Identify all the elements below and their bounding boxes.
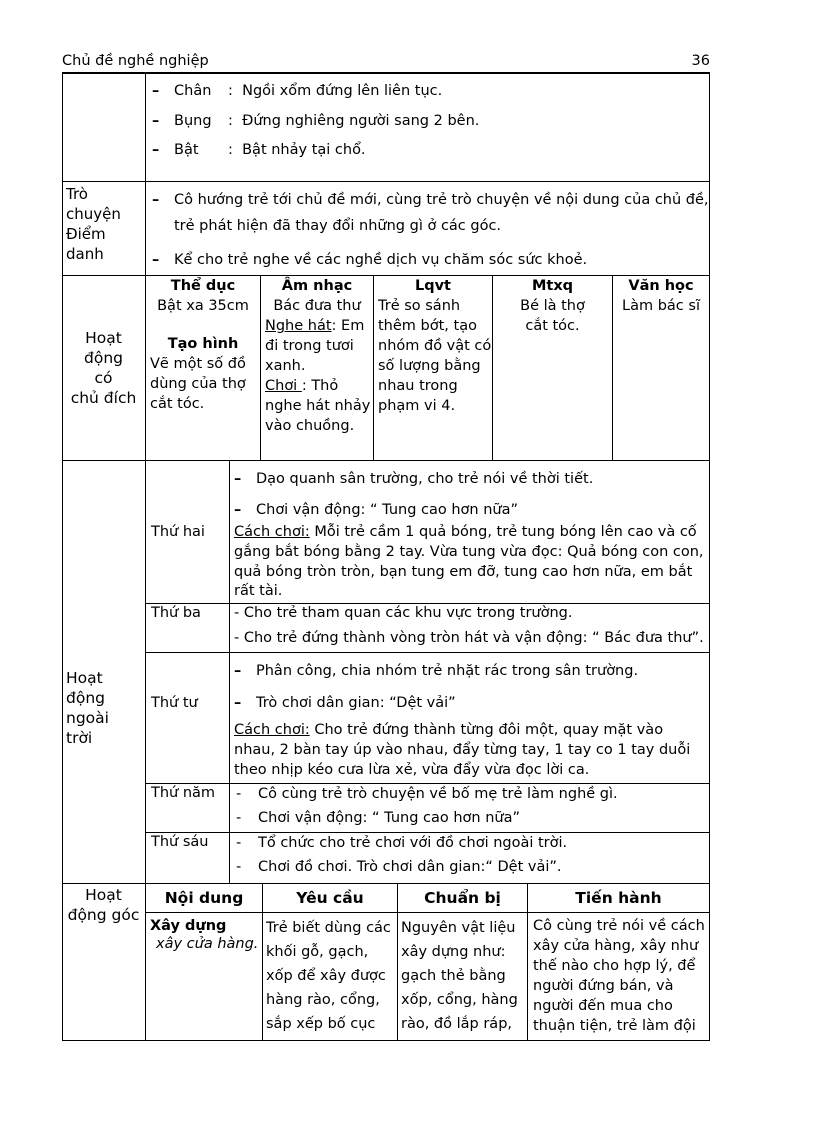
document-title: Chủ đề nghề nghiệp bbox=[62, 53, 209, 69]
ngoai-troi-label: Hoạt động ngoài trời bbox=[66, 669, 109, 747]
list-item: – Phân công, chia nhóm trẻ nhặt rác trong sân trường. bbox=[234, 663, 639, 679]
list-item: - Chơi đồ chơi. Trò chơi dân gian:“ Dệt vải”. bbox=[236, 859, 562, 875]
day-label: Thứ hai bbox=[151, 524, 205, 540]
lqvt-cell: Lqvt Trẻ so sánh thêm bớt, tạo nhóm đồ vật có số lượng bằng nhau trong phạm vi 4. bbox=[378, 278, 492, 414]
column-header: Yêu cầu bbox=[296, 889, 364, 907]
day-label: Thứ năm bbox=[151, 785, 216, 801]
the-duc-cell: Thể dục Bật xa 35cm Tạo hình Vẽ một số đồ dùng của thợ cắt tóc. bbox=[150, 278, 249, 412]
day-label: Thứ tư bbox=[151, 695, 198, 711]
list-item: – Bật : Bật nhảy tại chổ. bbox=[152, 142, 366, 158]
goc-label: Hoạt động góc bbox=[67, 886, 140, 924]
column-header: Tiến hành bbox=[575, 889, 662, 907]
list-item: – Chơi vận động: “ Tung cao hơn nữa” bbox=[234, 502, 518, 518]
table-cell: Trẻ biết dùng các khối gỗ, gạch, xốp để xây được hàng rào, cổng, sắp xếp bố cục bbox=[266, 920, 391, 1032]
list-item: – Cô hướng trẻ tới chủ đề mới, cùng trẻ trò chuyện về nội dung của chủ đề, bbox=[152, 192, 709, 208]
list-item: – Chân : Ngồi xổm đứng lên liên tục. bbox=[152, 83, 443, 99]
mtxq-cell: Mtxq Bé là thợ cắt tóc. bbox=[520, 278, 585, 334]
table-cell: Nguyên vật liệu xây dựng như: gạch thẻ bằng xốp, cổng, hàng rào, đồ lắp ráp, bbox=[401, 920, 518, 1032]
day-label: Thứ sáu bbox=[151, 834, 209, 850]
list-item: - Cô cùng trẻ trò chuyện về bố mẹ trẻ làm nghề gì. bbox=[236, 786, 618, 802]
day-label: Thứ ba bbox=[151, 605, 201, 621]
list-item: – Bụng : Đứng nghiêng người sang 2 bên. bbox=[152, 113, 480, 129]
tro-chuyen-label: Trò chuyện Điểm danh bbox=[66, 185, 121, 263]
list-item: - Cho trẻ đứng thành vòng tròn hát và vận động: “ Bác đưa thư”. bbox=[234, 630, 704, 646]
list-item: - Chơi vận động: “ Tung cao hơn nữa” bbox=[236, 810, 520, 826]
chu-dich-label: Hoạt động có chủ đích bbox=[70, 329, 137, 407]
van-hoc-cell: Văn học Làm bác sĩ bbox=[622, 278, 700, 314]
column-header: Nội dung bbox=[164, 889, 244, 907]
table-cell: Cô cùng trẻ nói về cách xây cửa hàng, xây như thế nào cho hợp lý, để người đứng bán, và người đến mua cho thuận tiện, trẻ làm đội bbox=[533, 918, 705, 1034]
column-header: Chuẩn bị bbox=[424, 889, 501, 907]
page-number: 36 bbox=[691, 53, 710, 69]
list-item: - Cho trẻ tham quan các khu vực trong trường. bbox=[234, 605, 573, 621]
list-item: – Trò chơi dân gian: “Dệt vải” bbox=[234, 695, 456, 711]
list-item: – Dạo quanh sân trường, cho trẻ nói về thời tiết. bbox=[234, 471, 594, 487]
am-nhac-cell: Âm nhạc Bác đưa thư Nghe hát: Em đi trong tươi xanh. Chơi : Thỏ nghe hát nhảy vào chuồng. bbox=[265, 278, 371, 434]
list-item: – Kể cho trẻ nghe về các nghề dịch vụ chăm sóc sức khoẻ. bbox=[152, 252, 588, 268]
table-cell: Xây dựng xây cửa hàng. bbox=[150, 918, 259, 952]
list-item: - Tổ chức cho trẻ chơi với đồ chơi ngoài trời. bbox=[236, 835, 568, 851]
page-header bbox=[62, 50, 710, 73]
